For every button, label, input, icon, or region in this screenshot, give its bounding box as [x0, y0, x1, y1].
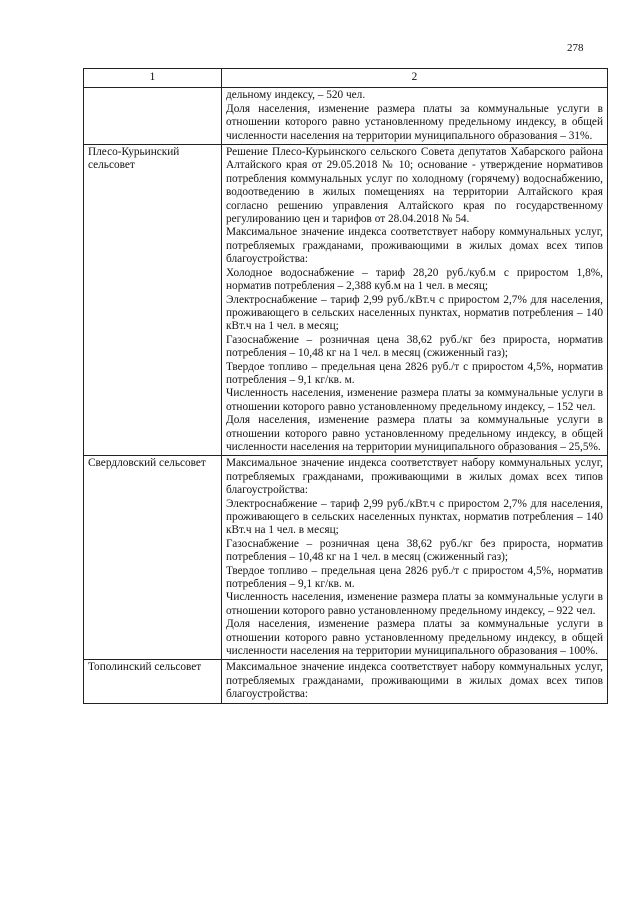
- paragraph: Доля населения, изменение размера платы за коммунальные услуги в отношении которого равно установленному предельному индексу, в общей численности населения на территории муниципального образования – 100%.: [226, 618, 603, 658]
- paragraph: Максимальное значение индекса соответствует набору коммунальных услуг, потребляемых гражданами, проживающими в жилых домах всех типов благоустройства:: [226, 226, 603, 266]
- paragraph: Газоснабжение – розничная цена 38,62 руб./кг без прироста, норматив потребления – 10,48 кг на 1 чел. в месяц (сжиженный газ);: [226, 537, 603, 564]
- description-cell: [222, 145, 608, 456]
- paragraph: Твердое топливо – предельная цена 2826 руб./т с приростом 4,5%, норматив потребления – 9,1 кг/кв. м.: [226, 360, 603, 386]
- paragraph: Твердое топливо – предельная цена 2826 руб./т с приростом 4,5%, норматив потребления – 9,1 кг/кв. м.: [226, 564, 603, 591]
- region-cell: [84, 660, 222, 703]
- region-cell: [84, 145, 222, 456]
- region-name: Тополинский сельсовет: [88, 661, 202, 674]
- description-cell: [222, 660, 608, 703]
- paragraph: Решение Плесо-Курьинского сельского Совета депутатов Хабарского района Алтайского края от 29.05.2018 № 10; основание - утверждение нормативов потребления коммунальных услуг по холодному (горячему) водоснабжению, водоотведению в жилых помещениях на территории Алтайского края согласно решению управления Алтайского края по государственному регулированию цен и тарифов от 28.04.2018 № 54.: [226, 146, 603, 226]
- page-number: 278: [567, 42, 584, 54]
- paragraph: Электроснабжение – тариф 2,99 руб./кВт.ч с приростом 2,7% для населения, проживающего в сельских населенных пунктах, норматив потребления – 140 кВт.ч на 1 чел. в месяц;: [226, 497, 603, 537]
- table-header-row: [84, 69, 608, 88]
- column-header-2: 2: [222, 69, 608, 88]
- paragraph: Газоснабжение – розничная цена 38,62 руб./кг без прироста, норматив потребления – 10,48 кг на 1 чел. в месяц (сжиженный газ);: [226, 333, 603, 360]
- paragraph: дельному индексу, – 520 чел.: [226, 89, 366, 102]
- region-cell: [84, 456, 222, 660]
- paragraph: Численность населения, изменение размера платы за коммунальные услуги в отношении которого равно установленному предельному индексу, – 152 чел.: [226, 387, 603, 413]
- document-table: [83, 68, 608, 704]
- paragraph: Максимальное значение индекса соответствует набору коммунальных услуг, потребляемых гражданами, проживающими в жилых домах всех типов благоустройства:: [226, 457, 603, 497]
- table-row: [84, 145, 608, 456]
- description-cell: [222, 88, 608, 145]
- paragraph: Численность населения, изменение размера платы за коммунальные услуги в отношении которого равно установленному предельному индексу, – 922 чел.: [226, 591, 603, 617]
- paragraph: Доля населения, изменение размера платы за коммунальные услуги в отношении которого равно установленному предельному индексу, в общей численности населения на территории муниципального образования – 31%.: [226, 102, 603, 142]
- region-name: Плесо-Курьинский сельсовет: [88, 146, 180, 172]
- paragraph: Электроснабжение – тариф 2,99 руб./кВт.ч с приростом 2,7% для населения, проживающего в сельских населенных пунктах, норматив потребления – 140 кВт.ч на 1 чел. в месяц;: [226, 293, 603, 333]
- paragraph: Максимальное значение индекса соответствует набору коммунальных услуг, потребляемых гражданами, проживающими в жилых домах всех типов благоустройства:: [226, 661, 603, 701]
- table-row: [84, 456, 608, 660]
- region-cell: [84, 88, 222, 145]
- table-row: [84, 88, 608, 145]
- column-header-1: 1: [84, 69, 222, 88]
- paragraph: Холодное водоснабжение – тариф 28,20 руб./куб.м с приростом 1,8%, норматив потребления – 2,388 куб.м на 1 чел. в месяц;: [226, 266, 603, 293]
- paragraph: Доля населения, изменение размера платы за коммунальные услуги в отношении которого равно установленному предельному индексу, в общей численности населения на территории муниципального образования – 25,5%.: [226, 414, 603, 453]
- description-cell: [222, 456, 608, 660]
- table-row: [84, 660, 608, 703]
- region-name: Свердловский сельсовет: [88, 457, 206, 470]
